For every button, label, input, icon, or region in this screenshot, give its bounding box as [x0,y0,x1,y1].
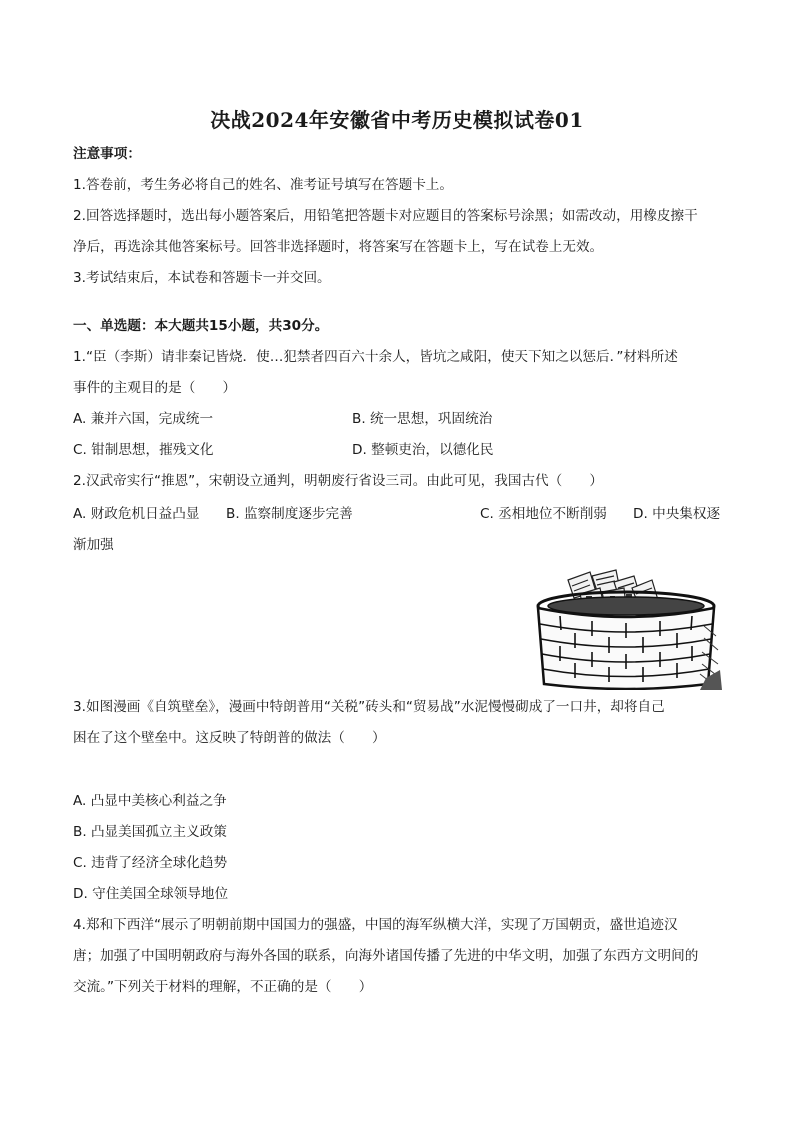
question-2-text: 2.汉武帝实行“推恩”，宋朝设立通判，明朝废行省设三司。由此可见，我国古代（ ） [73,473,604,489]
question-3-text: 3.如图漫画《自筑壁垒》，漫画中特朗普用“关税”砖头和“贸易战”水泥慢慢砌成了一口井，却将自己 [73,699,665,715]
q1-option-a: A. 兼并六国，完成统一 [73,411,214,427]
notice-item: 3.考试结束后，本试卷和答题卡一并交回。 [73,270,331,286]
q2-option-a: A. 财政危机日益凸显 [73,506,200,522]
question-4-text: 唐；加强了中国明朝政府与海外各国的联系，向海外诸国传播了先进的中华文明，加强了东西方文明间的 [73,948,699,964]
question-4-text: 交流。”下列关于材料的理解，不正确的是（ ） [73,979,373,995]
q3-option-d: D. 守住美国全球领导地位 [73,886,229,902]
q3-option-a: A. 凸显中美核心利益之争 [73,793,227,809]
q1-option-b: B. 统一思想，巩固统治 [352,411,493,427]
notice-item: 2.回答选择题时，选出每小题答案后，用铅笔把答题卡对应题目的答案标号涂黑；如需改动，用橡皮擦干 [73,208,698,224]
q3-option-b: B. 凸显美国孤立主义政策 [73,824,227,840]
question-3-text: 困在了这个壁垒中。这反映了特朗普的做法（ ） [73,730,386,746]
question-4-text: 4.郑和下西洋“展示了明朝前期中国国力的强盛，中国的海军纵横大洋，实现了万国朝贡，盛世追迹汉 [73,917,678,933]
question-1-text: 事件的主观目的是（ ） [73,380,237,396]
q2-option-d-wrap: 渐加强 [73,537,114,553]
q1-option-d: D. 整顿吏治，以德化民 [352,442,494,458]
q2-option-b: B. 监察制度逐步完善 [226,506,353,522]
notice-heading: 注意事项： [73,146,141,162]
q2-option-d: D. 中央集权逐 [633,506,721,522]
notice-item: 1.答卷前，考生务必将自己的姓名、准考证号填写在答题卡上。 [73,177,453,193]
q2-option-c: C. 丞相地位不断削弱 [480,506,607,522]
q1-option-c: C. 钳制思想，摧残文化 [73,442,214,458]
notice-item: 净后，再选涂其他答案标号。回答非选择题时，将答案写在答题卡上，写在试卷上无效。 [73,239,604,255]
exam-title: 决战2024年安徽省中考历史模拟试卷01 [210,108,584,132]
cartoon-brick-well-image [530,566,722,690]
question-1-text: 1.“臣（李斯）请非秦记皆烧．使…犯禁者四百六十余人，皆坑之咸阳，使天下知之以惩后．”材料所述 [73,349,678,365]
q3-option-c: C. 违背了经济全球化趋势 [73,855,228,871]
section-heading: 一、单选题：本大题共15小题，共30分。 [73,318,329,334]
